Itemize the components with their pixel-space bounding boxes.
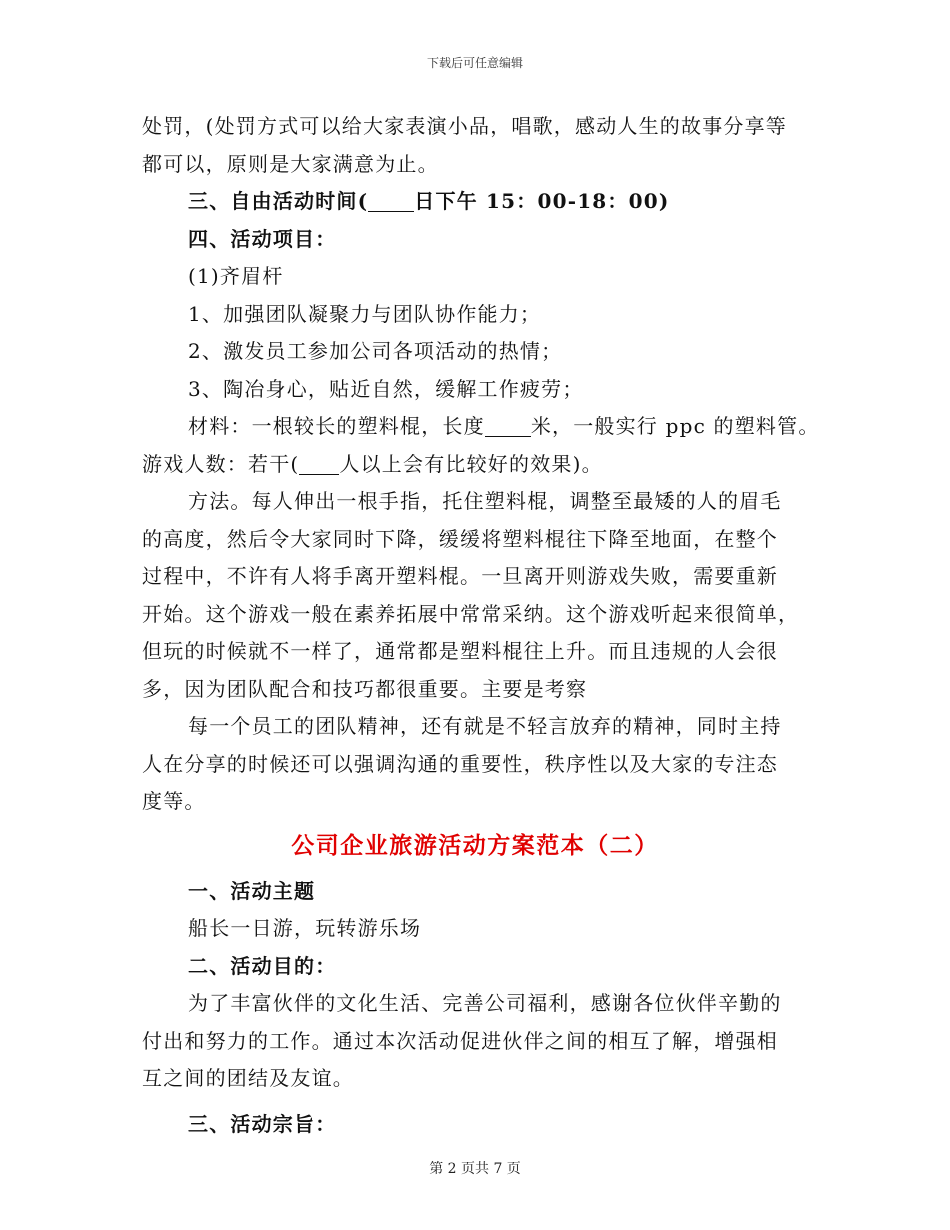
section-heading-activities: 四、活动项目： (188, 226, 337, 251)
document-title: 公司企业旅游活动方案范本（二） (291, 831, 659, 859)
goal-item: 2、激发员工参加公司各项活动的热情； (188, 339, 563, 363)
players-text: 游戏人数：若干( (142, 451, 300, 476)
paragraph-line: 的高度，然后令大家同时下降，缓缓将塑料棍往下降至地面，在整个 (142, 526, 778, 551)
heading-text: 日下午 15：00-18：00) (414, 189, 670, 213)
date-blank (368, 189, 414, 212)
paragraph-line: 互之间的团结及友谊。 (142, 1066, 354, 1090)
page-header: 下载后可任意编辑 (426, 56, 523, 70)
paragraph-line: 但玩的时候就不一样了，通常都是塑料棍往上升。而且违规的人会很 (142, 639, 778, 663)
paragraph-line: 都可以，原则是大家满意为止。 (142, 151, 439, 176)
goal-item: 3、陶冶身心，贴近自然，缓解工作疲劳； (188, 376, 584, 401)
paragraph-line: 多，因为团队配合和技巧都很重要。主要是考察 (142, 676, 588, 701)
paragraph-line: 处罚，(处罚方式可以给大家表演小品，唱歌，感动人生的故事分享等 (142, 114, 788, 138)
item-title: (1)齐眉杆 (188, 264, 284, 288)
document-body (142, 108, 820, 1143)
players-text: 人以上会有比较好的效果)。 (339, 451, 603, 476)
materials-line (142, 408, 820, 446)
paragraph-line: 方法。每人伸出一根手指，托住塑料棍，调整至最矮的人的眉毛 (188, 489, 782, 513)
theme-text: 船长一日游，玩转游乐场 (188, 916, 422, 940)
paragraph-line: 人在分享的时候还可以强调沟通的重要性，秩序性以及大家的专注态 (142, 751, 778, 776)
section-heading-tenet: 三、活动宗旨： (188, 1111, 337, 1136)
materials-text: 米，一般实行 ppc 的塑料管。 (530, 414, 820, 438)
paragraph-line: 每一个员工的团队精神，还有就是不轻言放弃的精神，同时主持 (188, 714, 782, 738)
paragraph-line: 度等。 (142, 789, 206, 813)
paragraph-line: 开始。这个游戏一般在素养拓展中常常采纳。这个游戏听起来很简单， (142, 601, 800, 626)
goal-item: 1、加强团队凝聚力与团队协作能力； (188, 301, 542, 326)
paragraph-line: 过程中，不许有人将手离开塑料棍。一旦离开则游戏失败，需要重新 (142, 564, 778, 588)
paragraph-line: 为了丰富伙伴的文化生活、完善公司福利，感谢各位伙伴辛勤的 (188, 991, 782, 1015)
players-blank (299, 452, 339, 475)
section-heading-theme: 一、活动主题 (188, 878, 316, 903)
players-line (142, 446, 808, 484)
length-blank (485, 414, 531, 437)
section-heading-purpose: 二、活动目的： (188, 953, 337, 978)
page-footer: 第 2 页共 7 页 (429, 1161, 521, 1177)
heading-text: 三、自由活动时间( (188, 189, 369, 213)
materials-text: 材料：一根较长的塑料棍，长度 (188, 414, 485, 438)
section-heading-free-time (142, 183, 808, 221)
paragraph-line: 付出和努力的工作。通过本次活动促进伙伴之间的相互了解，增强相 (142, 1028, 778, 1053)
